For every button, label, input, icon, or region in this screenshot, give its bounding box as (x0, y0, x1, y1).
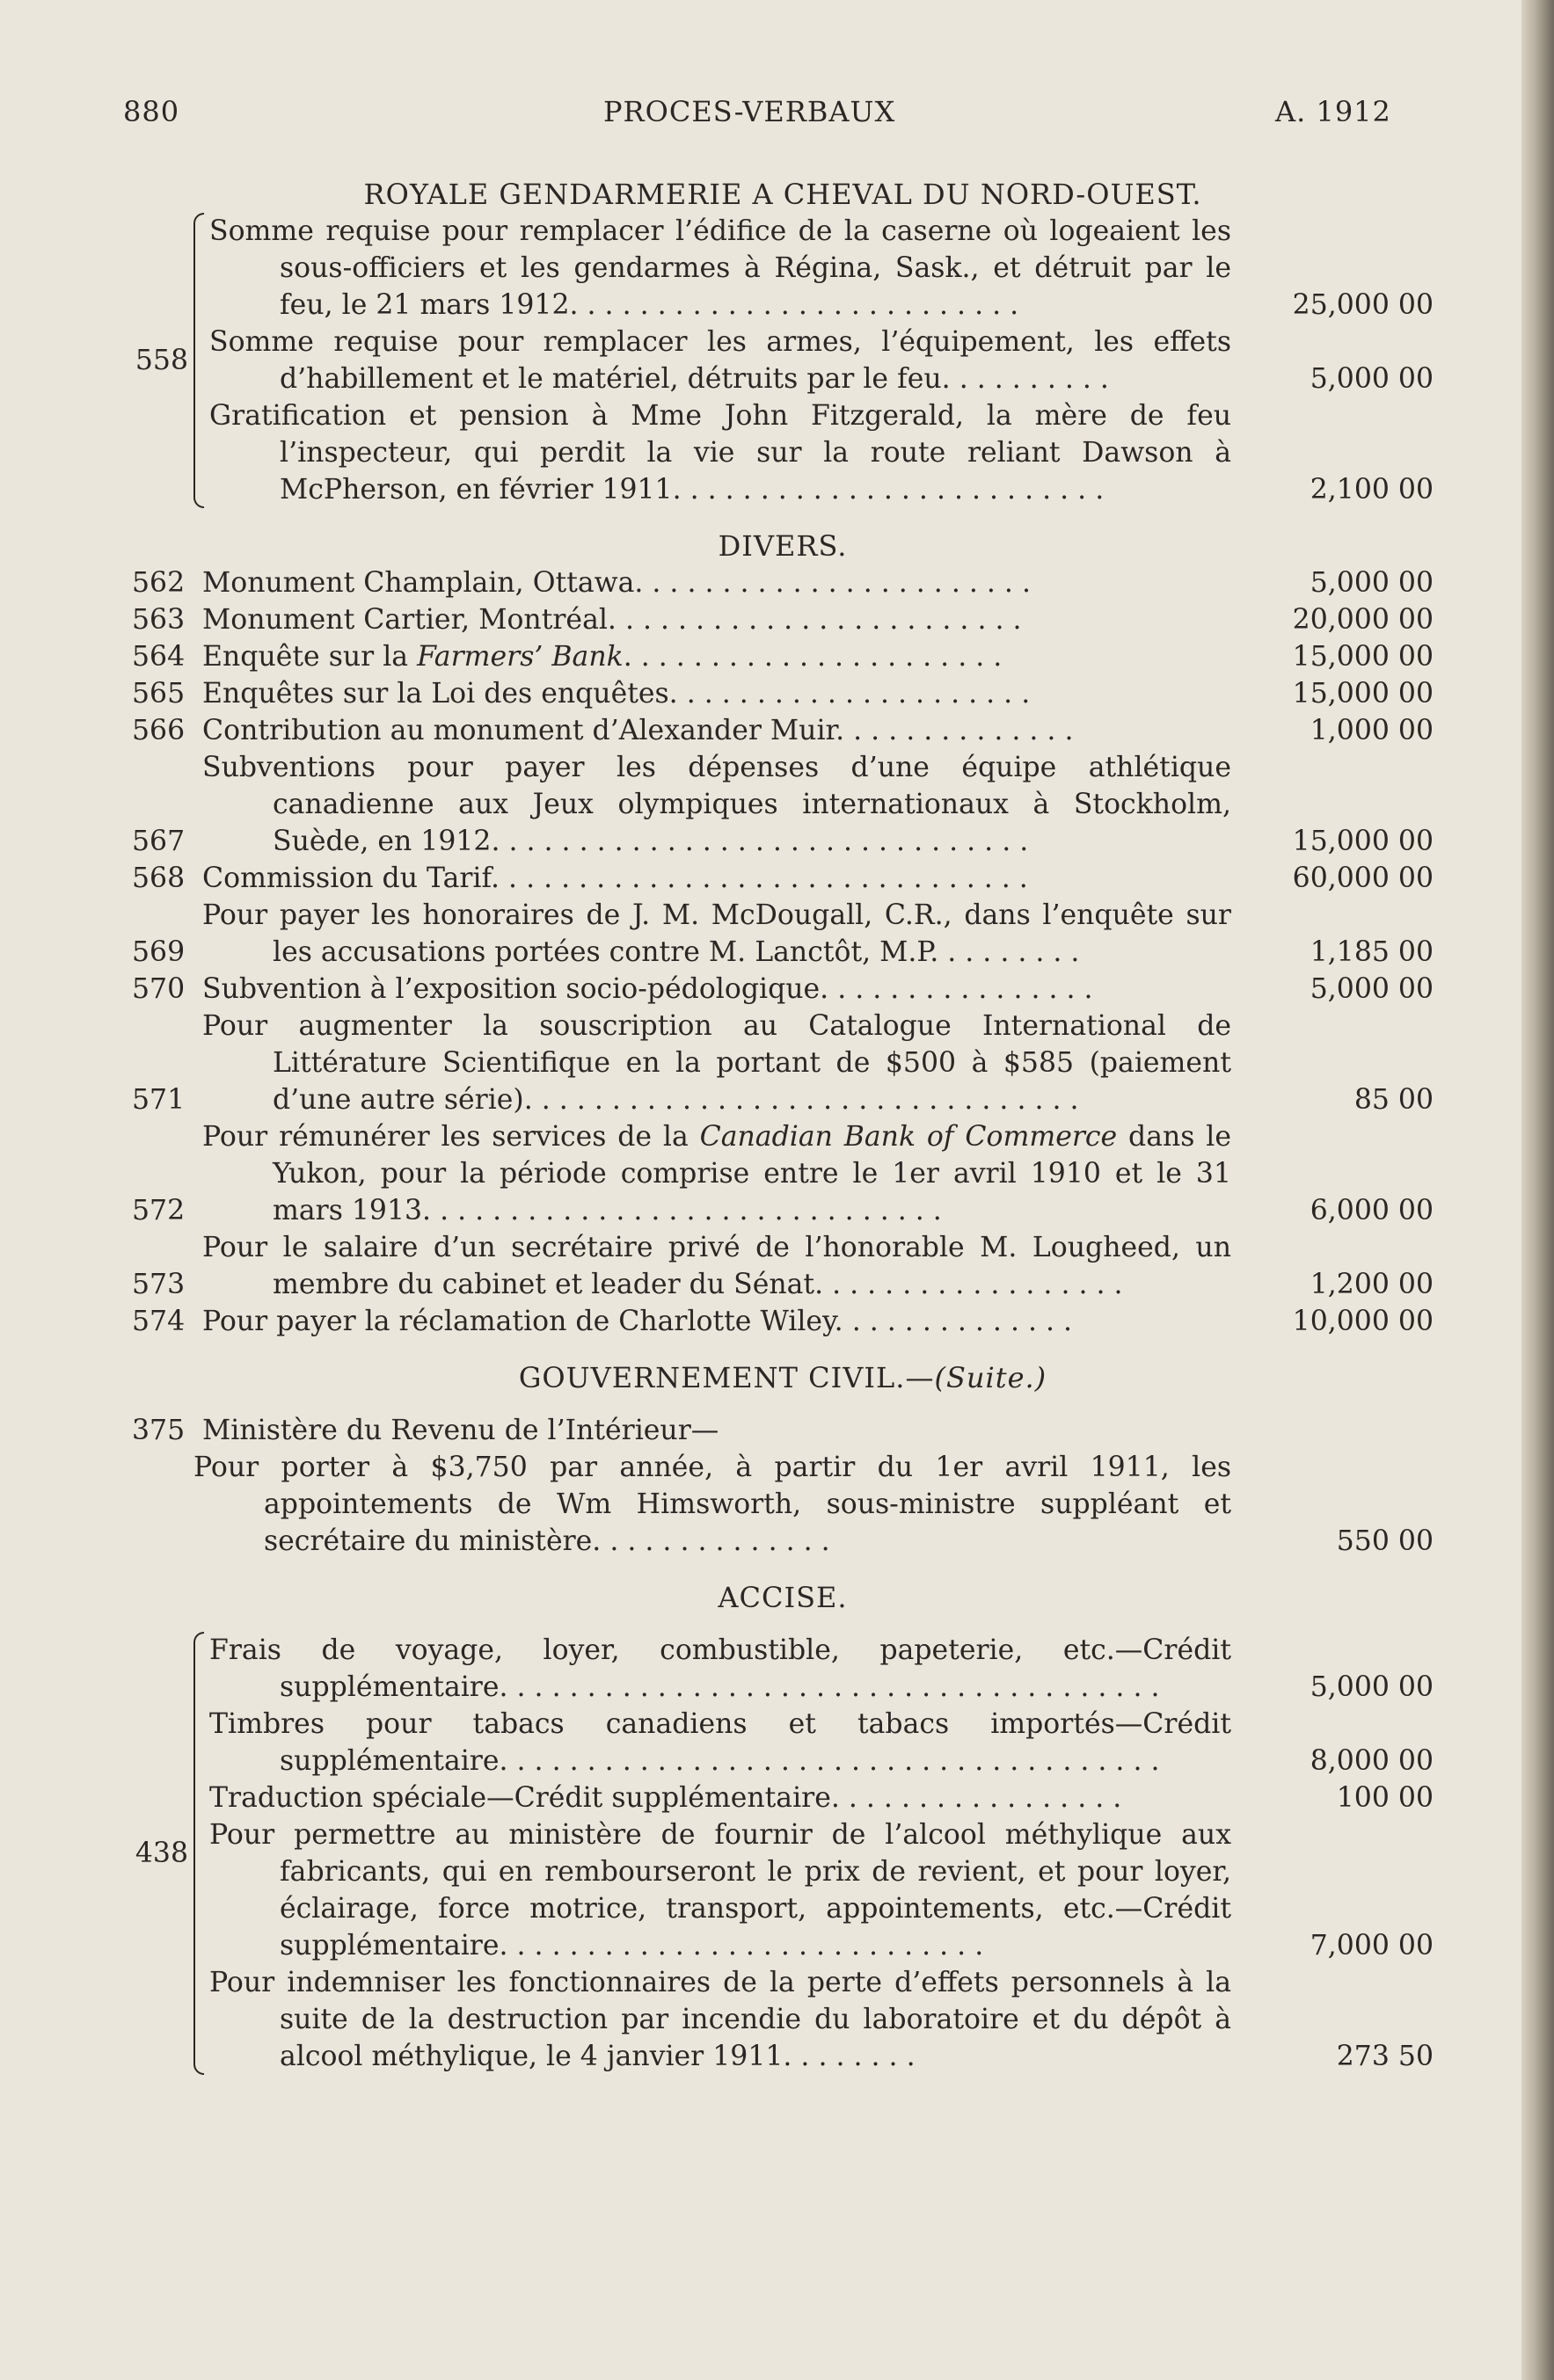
item-text: Timbres pour tabacs canadiens et tabacs importés—Crédit supplémentaire. . . . . . . . . . . . . . . . . . . . . . . . . . . . . . . . . . . . . . (209, 1708, 1231, 1777)
list-item (132, 638, 1434, 675)
item-text: Pour le salaire d’un secrétaire privé de l’honorable M. Lougheed, un membre du cabinet et leader du Sénat. . . . . . . . . . . . . . . . . . (202, 1232, 1231, 1300)
item-amount: 15,000 00 (1292, 826, 1434, 857)
section-divers (132, 528, 1434, 1340)
list-item (132, 675, 1434, 712)
item-amount: 8,000 00 (1310, 1745, 1434, 1777)
item-number: 568 (132, 862, 186, 894)
item-amount: 6,000 00 (1310, 1195, 1434, 1226)
section-heading: ACCISE. (718, 1581, 848, 1614)
group-number: 558 (135, 345, 188, 376)
list-item (209, 1706, 1434, 1780)
item-text: Pour payer les honoraires de J. M. McDougall, C.R., dans l’enquête sur les accusations portées contre M. Lanctôt, M.P. . . . . . . . . (202, 899, 1231, 968)
item-text: Monument Cartier, Montréal. . . . . . . . . . . . . . . . . . . . . . . . (202, 604, 1022, 636)
section-heading: ROYALE GENDARMERIE A CHEVAL DU NORD-OUEST. (363, 178, 1202, 211)
item-text: Subventions pour payer les dépenses d’une équipe athlétique canadienne aux Jeux olympiques internationaux à Stockholm, Suède, en 1912. . . . . . . . . . . . . . . . . . . . . . . . . . . . . . . (202, 752, 1231, 857)
item-amount: 1,185 00 (1310, 936, 1434, 968)
bank-name: Canadian Bank of Commerce (699, 1121, 1118, 1153)
section-accise (132, 1579, 1434, 2075)
running-title: PROCES-VERBAUX (603, 95, 896, 128)
item-amount: 5,000 00 (1310, 363, 1434, 395)
group-number: 438 (135, 1838, 188, 1869)
list-item (209, 1816, 1434, 1964)
list-item (132, 712, 1434, 749)
item-number: 566 (132, 715, 186, 746)
item-text: Somme requise pour remplacer les armes, l’équipement, les effets d’habillement et le matériel, détruits par le feu. . . . . . . . . . (209, 326, 1231, 395)
item-text: Frais de voyage, loyer, combustible, papeterie, etc.—Crédit supplémentaire. . . . . . . . . . . . . . . . . . . . . . . . . . . . . . . . . . . . . . (209, 1634, 1231, 1703)
brace (193, 213, 204, 508)
item-amount: 550 00 (1336, 1525, 1434, 1557)
section-heading: GOUVERNEMENT CIVIL.—(Suite.) (518, 1361, 1047, 1394)
list-item (132, 601, 1434, 638)
item-heading: Ministère du Revenu de l’Intérieur— (202, 1415, 719, 1446)
list-item (132, 1412, 1434, 1449)
list-item (209, 1964, 1434, 2075)
list-item (209, 1632, 1434, 1706)
item-number: 375 (132, 1415, 186, 1446)
item-amount: 5,000 00 (1310, 1671, 1434, 1703)
item-number: 562 (132, 567, 186, 599)
item-amount: 1,000 00 (1310, 715, 1434, 746)
item-text: Pour payer la réclamation de Charlotte Wiley. . . . . . . . . . . . . . (202, 1306, 1073, 1337)
item-text: Traduction spéciale—Crédit supplémentaire. . . . . . . . . . . . . . . . . (209, 1782, 1122, 1814)
list-item (132, 564, 1434, 601)
list-item (132, 971, 1434, 1008)
item-amount: 2,100 00 (1310, 474, 1434, 506)
section-heading: DIVERS. (718, 529, 848, 563)
book-spine-shadow (1521, 0, 1554, 2380)
list-item (209, 213, 1434, 324)
item-amount: 20,000 00 (1292, 604, 1434, 636)
item-amount: 15,000 00 (1292, 678, 1434, 710)
item-text: Gratification et pension à Mme John Fitzgerald, la mère de feu l’inspecteur, qui perdit la vie sur la route reliant Dawson à McPherson, en février 1911. . . . . . . . . . . . . . . . . . . . . . . . . (209, 400, 1231, 506)
item-amount: 5,000 00 (1310, 567, 1434, 599)
item-number: 572 (132, 1195, 186, 1226)
item-amount: 25,000 00 (1292, 289, 1434, 321)
list-item (132, 1008, 1434, 1118)
item-group (132, 213, 1434, 508)
year-label: A. 1912 (1275, 95, 1391, 128)
list-item (132, 897, 1434, 971)
list-item (132, 1449, 1434, 1560)
running-header (0, 95, 1521, 139)
item-text: Enquête sur la Farmers’ Bank. . . . . . . . . . . . . . . . . . . . . . (202, 641, 1003, 673)
section-rgcno (132, 176, 1434, 508)
item-text: Pour indemniser les fonctionnaires de la perte d’effets personnels à la suite de la destruction par incendie du laboratoire et du dépôt à alcool méthylique, le 4 janvier 1911. . . . . . . . (209, 1967, 1231, 2072)
bank-name: Farmers’ Bank (417, 641, 624, 673)
item-number: 563 (132, 604, 186, 636)
item-number: 565 (132, 678, 186, 710)
item-text: Enquêtes sur la Loi des enquêtes. . . . . . . . . . . . . . . . . . . . . (202, 678, 1031, 710)
item-group (132, 1632, 1434, 2075)
list-item (132, 1303, 1434, 1340)
item-text: Pour augmenter la souscription au Catalogue International de Littérature Scientifique en la portant de $500 à $585 (paiement d’une autre série). . . . . . . . . . . . . . . . . . . . . . . . . . . . . . . . (202, 1010, 1231, 1116)
item-amount: 85 00 (1353, 1084, 1434, 1116)
list-item (209, 1780, 1434, 1816)
item-number: 574 (132, 1306, 186, 1337)
item-text: Monument Champlain, Ottawa. . . . . . . . . . . . . . . . . . . . . . . (202, 567, 1031, 599)
brace (193, 1632, 204, 2075)
item-text: Pour porter à $3,750 par année, à partir du 1er avril 1911, les appointements de Wm Himsworth, sous-ministre suppléant et secrétaire du ministère. . . . . . . . . . . . . . (193, 1452, 1231, 1557)
item-number: 567 (132, 826, 186, 857)
list-item (132, 1229, 1434, 1303)
item-amount: 10,000 00 (1292, 1306, 1434, 1337)
page-number: 880 (123, 95, 180, 128)
item-text: Commission du Tarif. . . . . . . . . . . . . . . . . . . . . . . . . . . . . . . (202, 862, 1028, 894)
item-amount: 15,000 00 (1292, 641, 1434, 673)
item-number: 569 (132, 936, 186, 968)
section-gouvernement-civil (132, 1359, 1434, 1560)
item-amount: 1,200 00 (1310, 1269, 1434, 1300)
item-number: 573 (132, 1269, 186, 1300)
item-number: 564 (132, 641, 186, 673)
page-body (132, 176, 1434, 2094)
list-item (132, 1118, 1434, 1229)
list-item (209, 397, 1434, 508)
item-amount: 100 00 (1336, 1782, 1434, 1814)
item-amount: 60,000 00 (1292, 862, 1434, 894)
list-item (132, 860, 1434, 897)
item-number: 571 (132, 1084, 186, 1116)
list-item (132, 749, 1434, 860)
item-text: Pour permettre au ministère de fournir de l’alcool méthylique aux fabricants, qui en rembourseront le prix de revient, et pour loyer, éclairage, force motrice, transport, appointements, etc.—Crédit supplémentaire. . . . . . . . . . . . . . . . . . . . . . . . . . . . (209, 1819, 1231, 1961)
item-amount: 5,000 00 (1310, 973, 1434, 1005)
item-text: Pour rémunérer les services de la Canadian Bank of Commerce dans le Yukon, pour la période comprise entre le 1er avril 1910 et le 31 mars 1913. . . . . . . . . . . . . . . . . . . . . . . . . . . . . . (202, 1121, 1232, 1226)
item-text: Somme requise pour remplacer l’édifice de la caserne où logeaient les sous-officiers et les gendarmes à Régina, Sask., et détruit par le feu, le 21 mars 1912. . . . . . . . . . . . . . . . . . . . . . . . . . (209, 215, 1231, 321)
item-text: Subvention à l’exposition socio-pédologique. . . . . . . . . . . . . . . . (202, 973, 1093, 1005)
item-amount: 7,000 00 (1310, 1930, 1434, 1961)
item-text: Contribution au monument d’Alexander Muir. . . . . . . . . . . . . . (202, 715, 1074, 746)
item-amount: 273 50 (1336, 2041, 1434, 2072)
item-number: 570 (132, 973, 186, 1005)
list-item (209, 324, 1434, 397)
